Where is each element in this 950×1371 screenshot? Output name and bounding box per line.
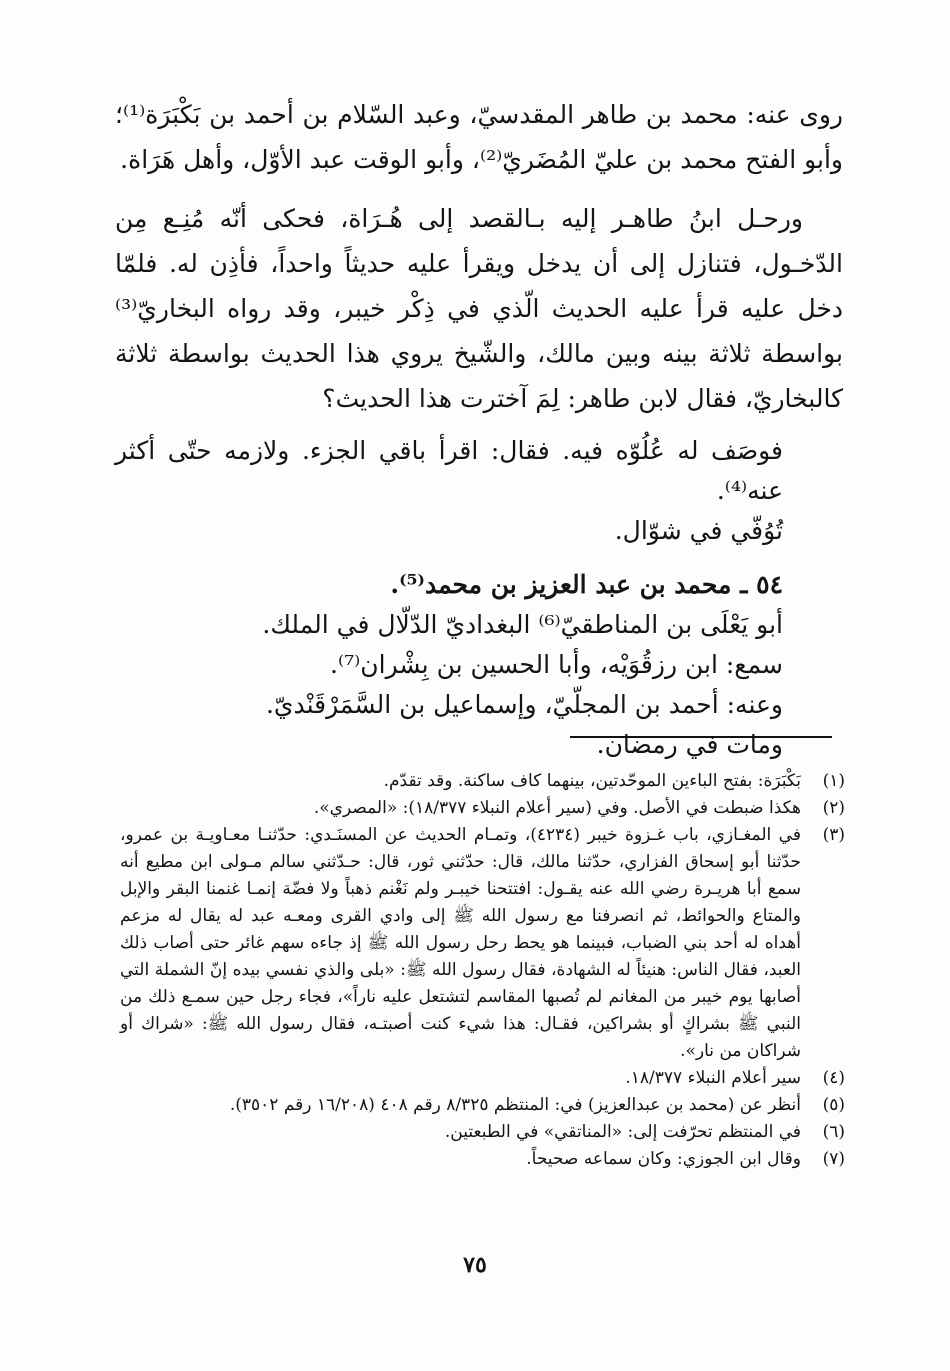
footnote (120, 795, 845, 822)
footnote-number: (١) (822, 771, 845, 791)
footnote-text: هكذا ضبطت في الأصل. وفي (سير أعلام النبلاء ١٨/٣٧٧): «المصري». (313, 798, 801, 818)
paragraph-description (115, 431, 783, 551)
footnotes (120, 768, 845, 1173)
footnote-number: (٥) (822, 1095, 845, 1115)
footnote-number: (٢) (822, 798, 845, 818)
footnote-text: وقال ابن الجوزي: وكان سماعه صحيحاً. (526, 1149, 801, 1169)
footnote-number: (٤) (822, 1068, 845, 1088)
biography-entry (115, 565, 783, 765)
entry-heading: ٥٤ ـ محمد بن عبد العزيز بن محمد⁽⁵⁾. (390, 570, 783, 599)
footnote (120, 1065, 845, 1092)
paragraph-journey: ورحـل ابنُ طاهـر إليه بـالقصد إلى هُـرَاة، فحكى أنّه مُنِـع مِن الدّخـول، فتنازل إلى أن يدخل ويقرأ عليه حديثاً واحداً، فأذِن له. فلمّا دخل عليه قرأ عليه الحديث الّذي في ذِكْر خيبر، وقد رواه البخاريّ⁽³⁾ بواسطة ثلاثة بينه وبين مالك، والشّيخ يروي هذا الحديث بواسطة ثلاثة كالبخاريّ، فقال لابن طاهر: لِمَ آخترت هذا الحديث؟ (115, 204, 843, 413)
footnote (120, 768, 845, 795)
footnote (120, 822, 845, 1065)
entry-teachers: سمع: ابن رزقُوَيْه، وأبا الحسين بن بِشْران⁽⁷⁾. (330, 650, 783, 679)
footnote (120, 1092, 845, 1119)
footnote (120, 1146, 845, 1173)
entry-death: ومات في رمضان. (596, 730, 783, 759)
footnote-number: (٧) (822, 1149, 845, 1169)
page-number: ٧٥ (463, 1252, 487, 1278)
footnote-text: سير أعلام النبلاء ١٨/٣٧٧. (625, 1068, 801, 1088)
description-line: فوصَف له عُلُوّه فيه. فقال: اقرأ باقي الجزء. ولازمه حتّى أكثر عنه⁽⁴⁾. (115, 436, 783, 505)
entry-lineage: أبو يَعْلَى بن المناطقيّ⁽⁶⁾ البغداديّ الدّلّال في الملك. (262, 610, 783, 639)
footnote-text: في المنتظم تحرّفت إلى: «المناتقي» في الطبعتين. (444, 1122, 801, 1142)
footnote-text: أنظر عن (محمد بن عبدالعزيز) في: المنتظم ٨/٣٢٥ رقم ٤٠٨ (١٦/٢٠٨ رقم ٣٥٠٢). (229, 1095, 801, 1115)
footnote-text: في المغـازي، باب غـزوة خيبر (٤٢٣٤)، وتمـام الحديث عن المسنَـدي: حدّثنـا معـاويـة بن عمرو، حدّثنا أبو إسحاق الفزاري، حدّثنا مالك، قال: حدّثني ثور، قال: حـدّثني سالم مـولى ابن مطيع أنه سمع أبا هريـرة رضي الله عنه يقـول: افتتحنا خيبـر ولم نَغْنم ذهباً ولا فضّة إنمـا غنمنا البقر والإبل والمتاع والحوائط، ثم انصرفنا مع رسول الله ﷺ إلى وادي القرى ومعـه عبد له يقال له مزعم أهداه له أحد بني الضباب، فبينما هو يحط رحل رسول الله ﷺ إذ جاءه سهم غائر حتى أصاب ذلك العبد، فقال الناس: هنيئاً له الشهادة، فقال رسول الله ﷺ: «بلى والذي نفسي بيده إنّ الشملة التي أصابها يوم خيبر من المغانم لم تُصبها المقاسم لتشتعل عليه ناراً»، فجاء رجل حين سمـع ذلك من النبي ﷺ بشراكٍ أو بشراكين، فقـال: هذا شيء كنت أصبتـه، فقال رسول الله ﷺ: «شراك أو شراكان من نار». (120, 825, 801, 1061)
entry-students: وعنه: أحمد بن المجلّيّ، وإسماعيل بن السَّمَرْقَنْديّ. (265, 690, 783, 719)
paragraph-narrators: روى عنه: محمد بن طاهر المقدسيّ، وعبد السّلام بن أحمد بن بَكْبَرَة⁽¹⁾؛ وأبو الفتح محمد بن عليّ المُضَريّ⁽²⁾، وأبو الوقت عبد الأوّل، وأهل هَرَاة. (115, 100, 843, 174)
death-line: تُوُفّي في شوّال. (614, 516, 783, 545)
footnote-number: (٦) (822, 1122, 845, 1142)
main-text (115, 92, 843, 765)
footnote-text: بَكْبَرَة: بفتح الباءين الموحّدتين، بينهما كاف ساكنة. وقد تقدّم. (383, 771, 801, 791)
footnote-separator (570, 736, 832, 738)
footnote-number: (٣) (822, 825, 845, 845)
footnote (120, 1119, 845, 1146)
